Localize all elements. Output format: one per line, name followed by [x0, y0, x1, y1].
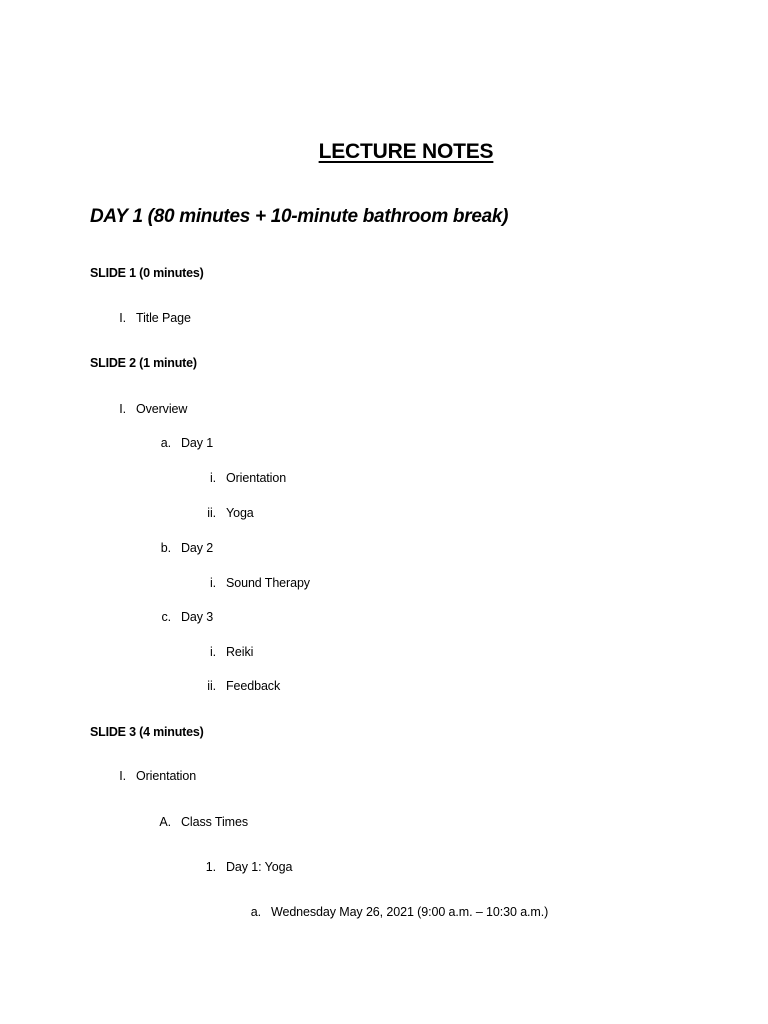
outline-text: Title Page: [136, 311, 191, 325]
outline-marker: a.: [250, 905, 261, 919]
outline-marker: i.: [209, 471, 216, 485]
outline-text: Feedback: [226, 679, 281, 693]
outline-text: Orientation: [136, 769, 197, 783]
outline-marker: a.: [160, 436, 171, 450]
outline-item: [160, 436, 214, 450]
outline-marker: ii.: [207, 506, 216, 520]
outline-marker: 1.: [205, 860, 216, 874]
outline-item: [209, 576, 310, 590]
slide-heading: SLIDE 1 (0 minutes): [90, 266, 204, 280]
slide-heading: SLIDE 2 (1 minute): [90, 356, 197, 370]
outline-text: Overview: [136, 402, 188, 416]
outline-item: [209, 645, 254, 659]
outline-text: Sound Therapy: [226, 576, 310, 590]
outline-text: Wednesday May 26, 2021 (9:00 a.m. – 10:30 a.m.): [271, 905, 549, 919]
outline-marker: b.: [160, 541, 171, 555]
outline-item: [205, 860, 293, 874]
slide-heading: SLIDE 3 (4 minutes): [90, 725, 204, 739]
outline-marker: i.: [209, 645, 216, 659]
outline-marker: I.: [119, 311, 126, 325]
outline-marker: i.: [209, 576, 216, 590]
outline-marker: c.: [161, 610, 171, 624]
outline-marker: ii.: [207, 679, 216, 693]
page-title: LECTURE NOTES: [318, 140, 494, 163]
outline-item: [119, 402, 188, 416]
outline-marker: I.: [119, 769, 126, 783]
outline-marker: I.: [119, 402, 126, 416]
outline-item: [119, 769, 197, 783]
outline-item: [119, 311, 191, 325]
outline-text: Day 1: Yoga: [226, 860, 293, 874]
outline-item: [207, 506, 254, 520]
outline-item: [160, 541, 214, 555]
outline-item: [250, 905, 549, 919]
outline-item: [159, 815, 248, 829]
outline-text: Orientation: [226, 471, 287, 485]
outline-text: Yoga: [226, 506, 254, 520]
outline-item: [209, 471, 287, 485]
outline-marker: A.: [159, 815, 171, 829]
day-heading: DAY 1 (80 minutes + 10-minute bathroom break): [90, 206, 509, 227]
outline-item: [161, 610, 214, 624]
outline-text: Day 3: [181, 610, 214, 624]
outline-text: Reiki: [226, 645, 254, 659]
outline-text: Day 2: [181, 541, 214, 555]
outline-text: Class Times: [181, 815, 248, 829]
outline-item: [207, 679, 281, 693]
outline-text: Day 1: [181, 436, 214, 450]
